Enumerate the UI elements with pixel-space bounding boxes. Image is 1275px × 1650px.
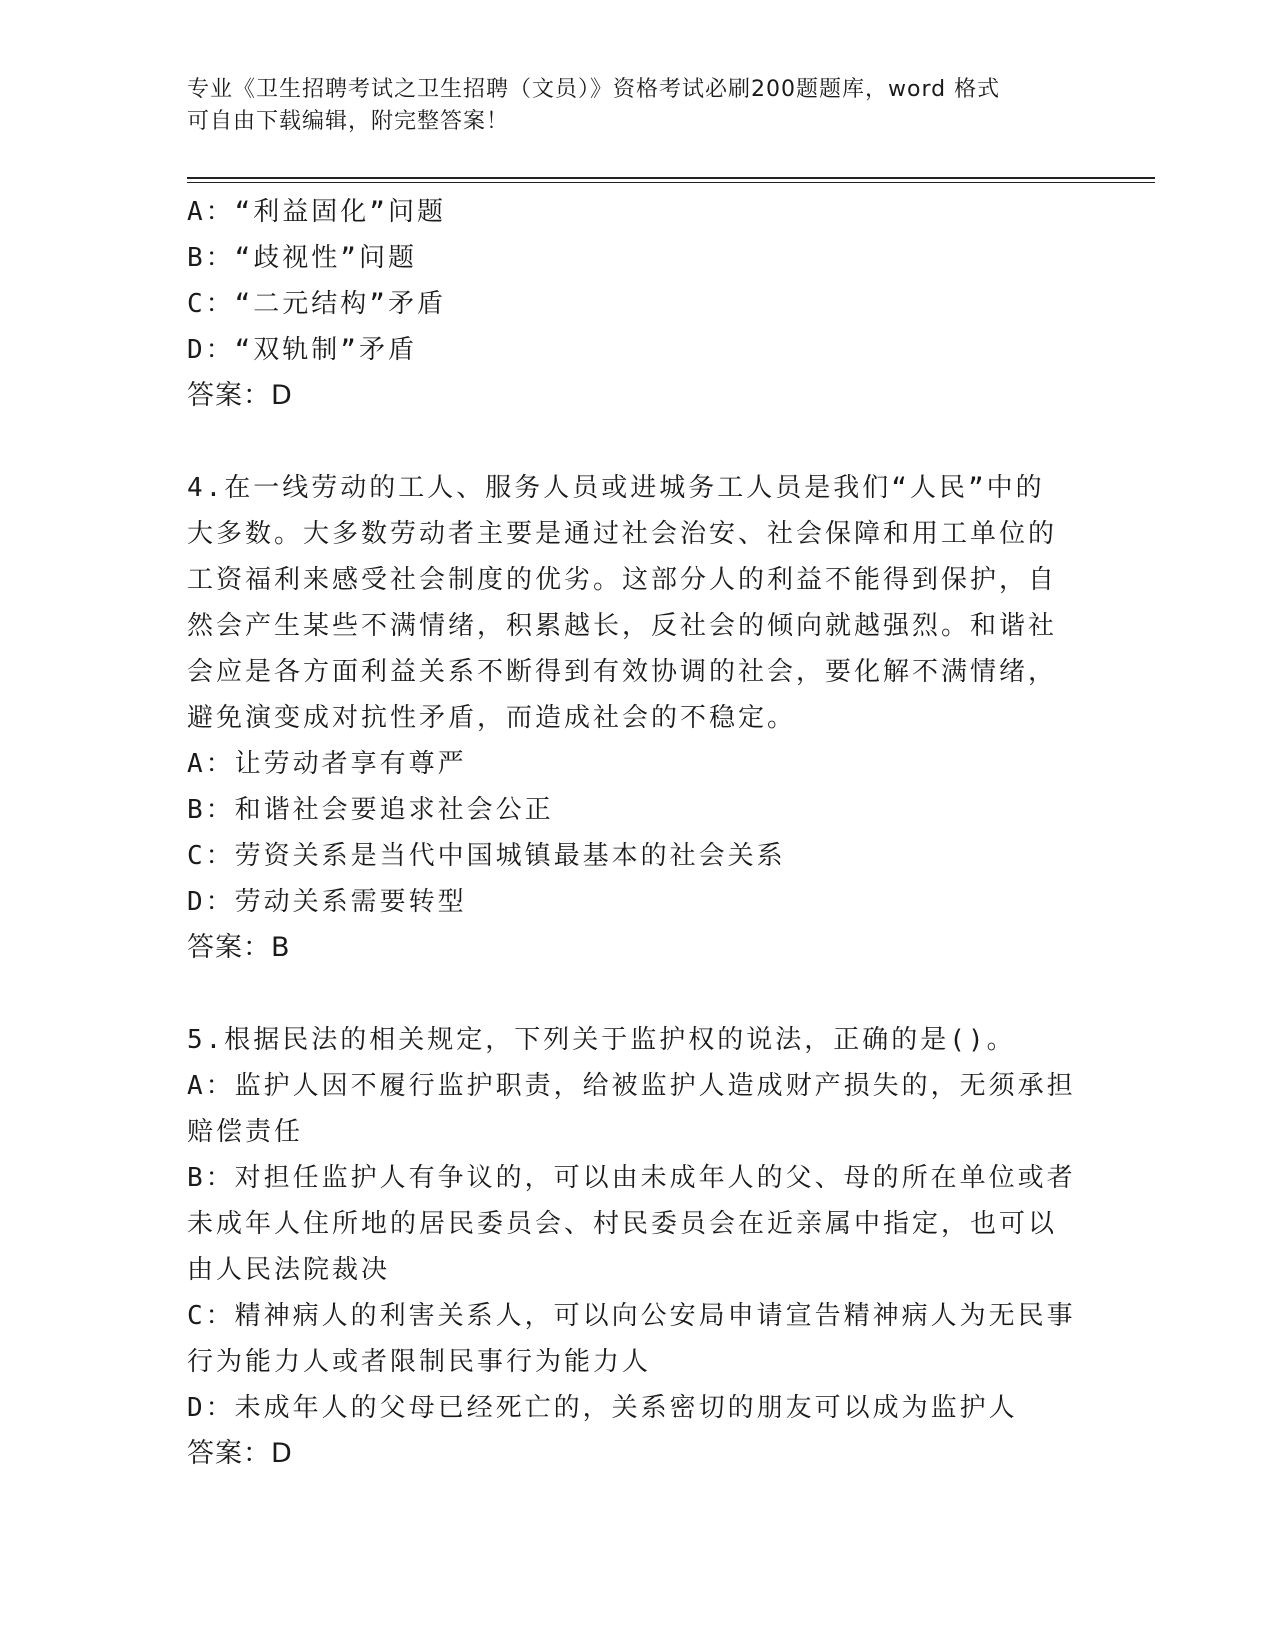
option-a: A：“利益固化”问题 [187, 197, 446, 227]
question-stem-line: 会应是各方面利益关系不断得到有效协调的社会，要化解不满情绪， [187, 657, 1058, 687]
option-c-line-1: C：精神病人的利害关系人，可以向公安局申请宣告精神病人为无民事 [187, 1301, 1076, 1331]
answer: 答案：D [187, 380, 293, 411]
option-b-line-2: 未成年人住所地的居民委员会、村民委员会在近亲属中指定，也可以 [187, 1209, 1058, 1239]
header-line-2: 可自由下载编辑，附完整答案！ [187, 109, 510, 134]
option-c-line-2: 行为能力人或者限制民事行为能力人 [187, 1347, 652, 1377]
option-b-line-3: 由人民法院裁决 [187, 1255, 391, 1285]
option-b: B：“歧视性”问题 [187, 243, 417, 273]
header-rule-thin [187, 182, 1155, 183]
question-stem-line: 避免演变成对抗性矛盾，而造成社会的不稳定。 [187, 703, 797, 733]
question-content [187, 189, 1087, 1477]
option-b-line-1: B：对担任监护人有争议的，可以由未成年人的父、母的所在单位或者 [187, 1163, 1076, 1193]
answer: 答案：B [187, 932, 291, 963]
question-3-continued [187, 189, 1087, 419]
spacer [187, 419, 1087, 465]
document-header [187, 74, 1067, 138]
option-d-line-1: D：未成年人的父母已经死亡的，关系密切的朋友可以成为监护人 [187, 1393, 1018, 1423]
option-c: C：劳资关系是当代中国城镇最基本的社会关系 [187, 841, 786, 871]
question-stem-line: 然会产生某些不满情绪，积累越长，反社会的倾向就越强烈。和谐社 [187, 611, 1058, 641]
option-c: C：“二元结构”矛盾 [187, 289, 446, 319]
option-a-line-1: A：监护人因不履行监护职责，给被监护人造成财产损失的，无须承担 [187, 1071, 1076, 1101]
option-a-line-2: 赔偿责任 [187, 1117, 304, 1147]
option-d: D：“双轨制”矛盾 [187, 335, 417, 365]
spacer [187, 971, 1087, 1017]
question-stem: 5.根据民法的相关规定，下列关于监护权的说法，正确的是()。 [187, 1025, 1016, 1055]
question-stem-line: 大多数。大多数劳动者主要是通过社会治安、社会保障和用工单位的 [187, 519, 1058, 549]
header-line-1: 专业《卫生招聘考试之卫生招聘（文员）》资格考试必刷200题题库，word 格式 [187, 77, 1001, 102]
question-stem-line: 工资福利来感受社会制度的优劣。这部分人的利益不能得到保护，自 [187, 565, 1058, 595]
header-rule-thick [187, 177, 1155, 179]
question-stem-line: 4.在一线劳动的工人、服务人员或进城务工人员是我们“人民”中的 [187, 473, 1045, 503]
question-5 [187, 1017, 1087, 1477]
question-4 [187, 465, 1087, 971]
option-b: B：和谐社会要追求社会公正 [187, 795, 554, 825]
answer: 答案：D [187, 1438, 293, 1469]
option-a: A：让劳动者享有尊严 [187, 749, 467, 779]
option-d: D：劳动关系需要转型 [187, 887, 467, 917]
